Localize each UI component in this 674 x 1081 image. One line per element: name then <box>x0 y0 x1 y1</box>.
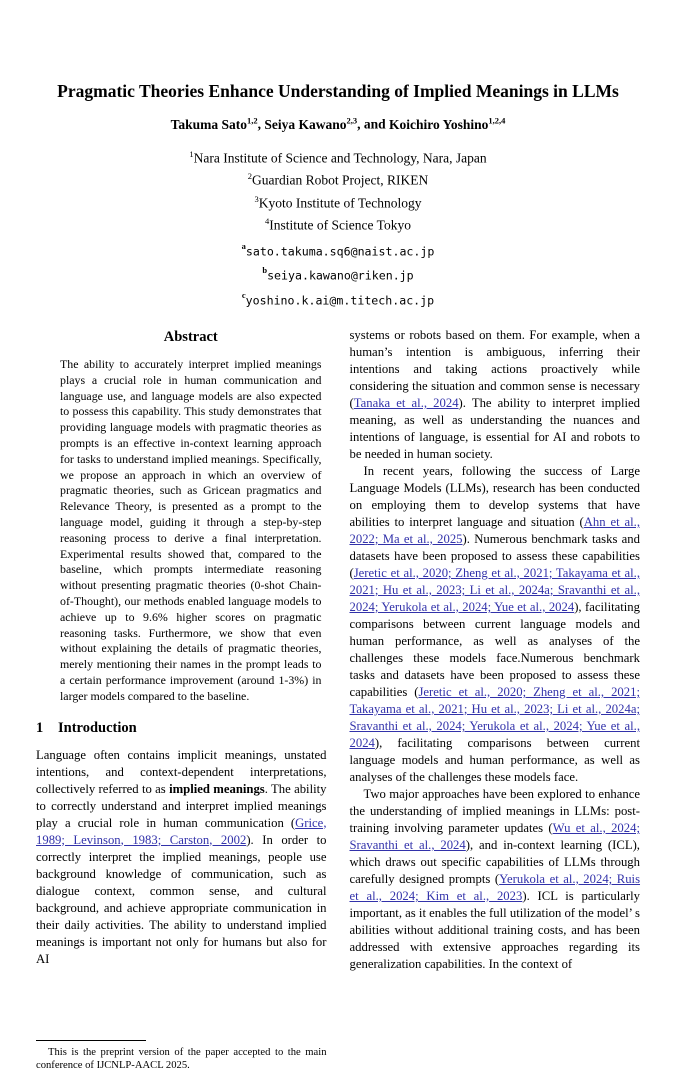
citation-link[interactable]: Grice, 1989; Levinson, 1983; Carston, 2002 <box>36 815 327 847</box>
text-run: ), and in-context learning (ICL), which draws out specific capabilities of LLMs through carefully designed prompts ( <box>349 837 640 886</box>
email-line-text: sato.takuma.sq6@naist.ac.jp <box>245 243 435 258</box>
superscript-marker: 2 <box>247 171 253 181</box>
affiliation-list <box>36 145 640 235</box>
superscript-marker: 3 <box>254 193 259 204</box>
affiliation-line <box>36 145 640 168</box>
citation-link[interactable]: Ahn et al., 2022; Ma et al., 2025 <box>349 514 640 546</box>
abstract-block <box>36 329 327 705</box>
superscript-marker: 4 <box>265 216 270 226</box>
text-run: ), facilitating comparisons between current language models and human performance, as well as analyses of the challenges these models face.Numerous benchmark tasks and datasets have been proposed to assess these capabilities ( <box>349 599 640 699</box>
author-line: Takuma Sato$^{1,2}$, Seiya Kawano$^{2,3}$, and Koichiro Yoshino$^{1,2,4}$ <box>170 115 506 132</box>
left-column <box>36 327 327 1081</box>
affiliation-line-text: Institute of Science Tokyo <box>269 217 411 233</box>
text-run: ). Numerous benchmark tasks and datasets have been proposed to assess these capabilities ( <box>349 531 640 580</box>
author-affiliation-marker: 2,3 <box>346 115 358 125</box>
body-paragraph <box>350 463 641 786</box>
author-affiliation-marker: 1,2 <box>246 115 258 125</box>
author-name: Takuma Sato$^{1,2}$ <box>170 115 258 132</box>
body-paragraph <box>350 786 641 973</box>
footnote-text: This is the preprint version of the paper accepted to the main conference of IJCNLP-AACL 2025. <box>36 1046 327 1072</box>
abstract-text: The ability to accurately interpret implied meanings plays a crucial role in human communication and language use, and language models are also expected to possess this capability. This study demonstrates that providing language models with pragmatic theories as prompts is an effective in-context learning approach for tasks to understand implied meanings. Specifically, we propose an approach in which an overview of pragmatic theories, such as Gricean pragmatics and Relevance Theory, is presented as a prompt to the language model, guiding it through a step-by-step reasoning process to derive a final interpretation. Experimental results showed that, compared to the baseline, which prompts intermediate reasoning without presenting pragmatic theories (0-shot Chain-of-Thought), our methods enabled language models to achieve up to 9.6% higher scores on pragmatic reasoning tasks. Furthermore, we show that even without explaining the details of pragmatic theories, merely mentioning their names in the prompt leads to a certain performance improvement (around 1-3%) in larger models compared to the baseline. <box>60 356 322 703</box>
affiliation-line <box>36 212 640 235</box>
citation-link[interactable]: Tanaka et al., 2024 <box>353 395 459 410</box>
text-run: . The ability to correctly understand and interpret implied meanings play a crucial role in human communication ( <box>36 781 327 830</box>
affiliation-line <box>36 167 640 190</box>
right-column <box>350 327 641 1081</box>
text-run: ). ICL is particularly important, as it enables the full utilization of the model’ s abilities without additional training costs, and has been addressed with extensive approaches regarding its generalization capabilities. In the context of <box>349 888 640 971</box>
section-title: Introduction <box>58 719 137 736</box>
email-list <box>36 237 640 311</box>
text-run: systems or robots based on them. For example, when a human’s intention is ambiguous, inferring their intentions and taking actions proactively while considering the situation and common sense is necessary ( <box>349 327 640 410</box>
email-line <box>36 261 640 286</box>
footnote-rule <box>36 1040 146 1041</box>
text-run: Two major approaches have been explored to enhance the understanding of implied meanings in LLMs: post-training involving parameter updates ( <box>349 786 640 835</box>
section-heading-introduction <box>36 720 327 737</box>
text-run: Language often contains implicit meanings, unstated intentions, and context-dependent interpretations, collectively referred to as <box>36 747 327 796</box>
text-run: ), facilitating comparisons between current language models and human performance, as well as analyses of the challenges these models face. <box>349 735 640 784</box>
citation-link[interactable]: Wu et al., 2024; Sravanthi et al., 2024 <box>349 820 640 852</box>
author-name: Seiya Kawano$^{2,3}$ <box>264 115 358 132</box>
abstract-heading: Abstract <box>163 328 218 345</box>
superscript-marker: a <box>241 240 246 251</box>
author-name: Koichiro Yoshino$^{1,2,4}$ <box>389 115 506 132</box>
two-column-body <box>36 327 640 1081</box>
section-number: 1 <box>36 719 44 736</box>
footnote-block <box>36 1034 327 1073</box>
email-line-text: yoshino.k.ai@m.titech.ac.jp <box>245 293 435 308</box>
affiliation-line-text: Kyoto Institute of Technology <box>258 195 422 210</box>
affiliation-line <box>36 190 640 213</box>
affiliation-line-text: Nara Institute of Science and Technology, Nara, Japan <box>193 150 487 165</box>
affiliation-line-text: Guardian Robot Project, RIKEN <box>252 172 429 188</box>
superscript-marker: b <box>262 265 268 276</box>
citation-link[interactable]: Jeretic et al., 2020; Zheng et al., 2021; Takayama et al., 2021; Hu et al., 2023; Li et al., 2024a; Sravanthi et al., 2024; Yerukola et al., 2024; Yue et al., 2024 <box>349 684 640 750</box>
author-affiliation-marker: 1,2,4 <box>488 115 506 125</box>
superscript-marker: 1 <box>189 148 194 159</box>
email-line <box>36 237 640 262</box>
citation-link[interactable]: Yerukola et al., 2024; Ruis et al., 2024; Kim et al., 2023 <box>349 871 641 903</box>
paper-title: Pragmatic Theories Enhance Understanding of Implied Meanings in LLMs <box>57 81 619 101</box>
email-line-text: seiya.kawano@riken.jp <box>267 268 414 283</box>
emphasis-text: implied meanings <box>169 781 265 796</box>
text-run: ). In order to correctly interpret the implied meanings, people use background knowledge of communication, such as dialogue context, common sense, and cultural background, and achieve appropriate communication in their daily activities. The ability to understand implied meanings is important not only for humans but also for AI <box>36 832 327 966</box>
text-run: In recent years, following the success of Large Language Models (LLMs), research has been conducted on employing them to develop systems that have abilities to interpret language and situation ( <box>349 463 640 529</box>
email-line <box>36 286 640 311</box>
text-run: ). The ability to interpret implied meaning, as well as understanding the nuances and intentions of language, is essential for AI and robots to be needed in human society. <box>349 395 641 461</box>
superscript-marker: c <box>241 290 246 301</box>
citation-link[interactable]: Jeretic et al., 2020; Zheng et al., 2021; Takayama et al., 2021; Hu et al., 2023; Li et al., 2024a; Sravanthi et al., 2024; Yerukola et al., 2024; Yue et al., 2024 <box>349 565 640 614</box>
body-paragraph <box>350 327 641 463</box>
intro-paragraph <box>36 747 327 968</box>
